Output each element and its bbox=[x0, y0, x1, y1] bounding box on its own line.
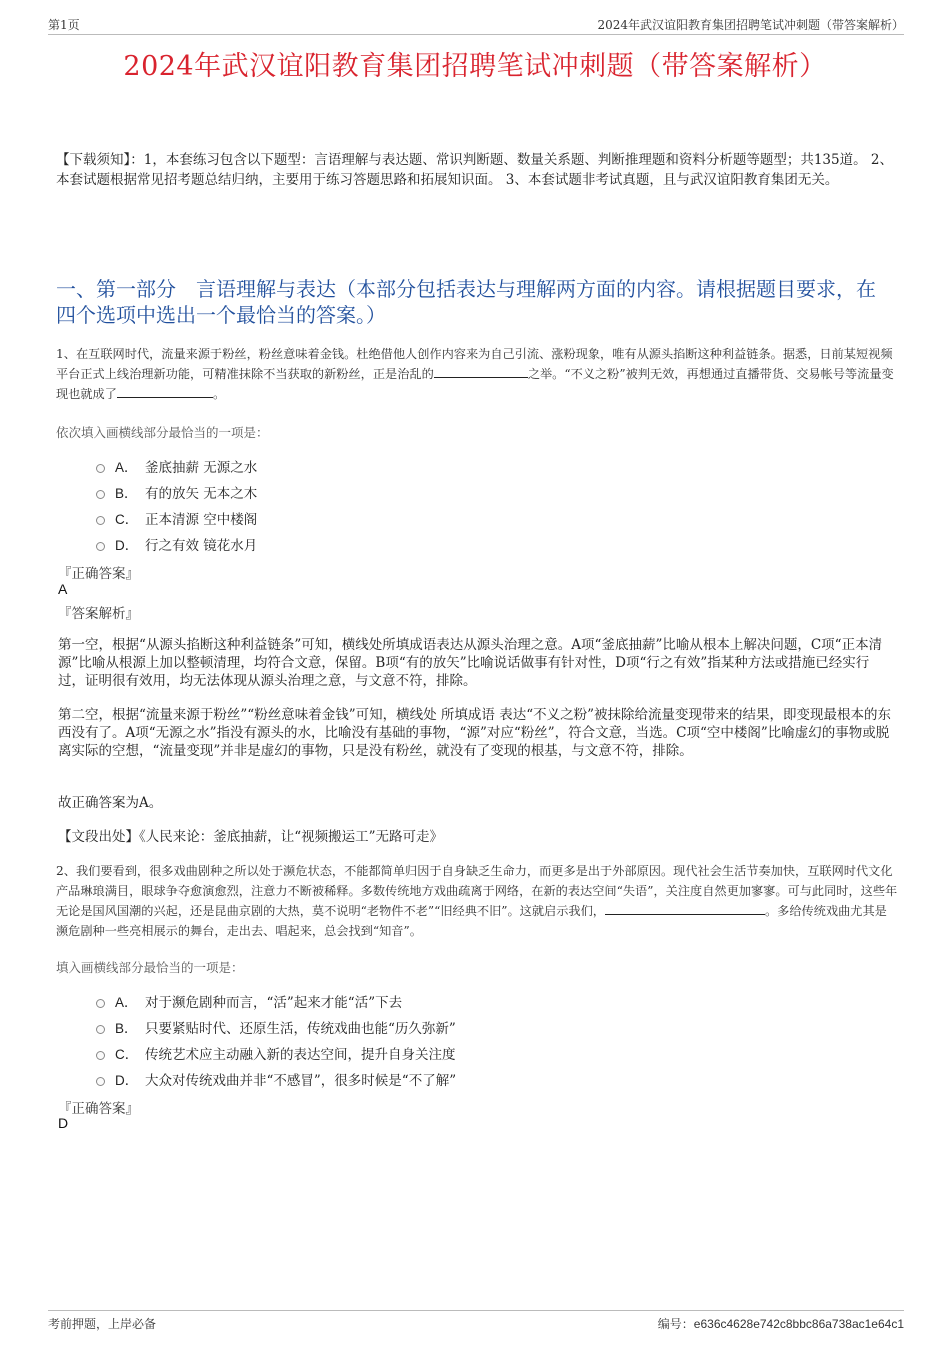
q2-option-b[interactable]: B． 只要紧贴时代、还原生活，传统戏曲也能“历久弥新” bbox=[96, 1017, 456, 1037]
q1-answer-label: 『正确答案』 bbox=[58, 566, 139, 582]
q1-option-a[interactable]: A． 釜底抽薪 无源之水 bbox=[96, 456, 257, 476]
question-1-prompt: 依次填入画横线部分最恰当的一项是： bbox=[56, 425, 269, 440]
q2-option-c[interactable]: C． 传统艺术应主动融入新的表达空间，提升自身关注度 bbox=[96, 1043, 456, 1063]
header-doc-title: 2024年武汉谊阳教育集团招聘笔试冲刺题（带答案解析） bbox=[597, 18, 904, 32]
footer-slogan: 考前押题，上岸必备 bbox=[48, 1317, 157, 1331]
q1-analysis-paragraph-2: 第二空，根据“流量来源于粉丝”“粉丝意味着金钱”可知，横线处 所填成语 表达“不义之粉”被抹除给流量变现带来的结果，即变现最根本的东西没有了。A项“无源之水”指没有源头的水，比喻没有基础的事物，“源”对应“粉丝”，符合文意，当选。C项“空中楼阁”比喻虚幻的事物或脱离实际的空想，“流量变现”并非是虚幻的事物，只是没有粉丝，就没有了变现的根基，与文意不符，排除。 bbox=[58, 707, 891, 759]
q1-analysis-label: 『答案解析』 bbox=[58, 606, 139, 622]
q2-option-a[interactable]: A． 对于濒危剧种而言，“活”起来才能“活”下去 bbox=[96, 991, 402, 1011]
q2-answer-label: 『正确答案』 bbox=[58, 1101, 139, 1117]
radio-icon[interactable] bbox=[96, 542, 105, 551]
page-footer bbox=[48, 1310, 904, 1331]
q1-source: 【文段出处】《人民来论：釜底抽薪，让“视频搬运工”无路可走》 bbox=[58, 829, 444, 845]
radio-icon[interactable] bbox=[96, 1051, 105, 1060]
page-number: 第1页 bbox=[48, 18, 80, 32]
download-notice: 【下载须知】：1，本套练习包含以下题型：言语理解与表达题、常识判断题、数量关系题、判断推理题和资料分析题等题型；共135道。 2、本套试题根据常见招考题总结归纳，主要用于练习答题思路和拓展知识面。 3、本套试题非考试真题，且与武汉谊阳教育集团无关。 bbox=[56, 152, 893, 188]
question-2-stem: 2、我们要看到，很多戏曲剧种之所以处于濒危状态，不能都简单归因于自身缺乏生命力，而更多是出于外部原因。现代社会生活节奏加快，互联网时代文化产品琳琅满目，眼球争夺愈演愈烈，注意力不断被稀释。多数传统地方戏曲疏离于网络，在新的表达空间“失语”，关注度自然更加寥寥。可与此同时，这些年无论是国风国潮的兴起，还是昆曲京剧的大热，莫不说明“老物件不老”“旧经典不旧”。这就启示我们， 。多给传统戏曲尤其是濒危剧种一些亮相展示的舞台，走出去、唱起来，总会找到“知音”。 bbox=[56, 864, 898, 938]
document-title: 2024年武汉谊阳教育集团招聘笔试冲刺题（带答案解析） bbox=[123, 51, 827, 82]
section-title: 一、第一部分 言语理解与表达（本部分包括表达与理解两方面的内容。请根据题目要求，在四个选项中选出一个最恰当的答案。） bbox=[56, 277, 876, 327]
q2-option-d[interactable]: D． 大众对传统戏曲并非“不感冒”，很多时候是“不了解” bbox=[96, 1069, 456, 1089]
q1-option-d[interactable]: D． 行之有效 镜花水月 bbox=[96, 534, 257, 554]
radio-icon[interactable] bbox=[96, 490, 105, 499]
radio-icon[interactable] bbox=[96, 1025, 105, 1034]
radio-icon[interactable] bbox=[96, 1077, 105, 1086]
q1-option-b[interactable]: B． 有的放矢 无本之木 bbox=[96, 482, 257, 502]
footer-code: 编号：e636c4628e742c8bbc86a738ac1e64c1 bbox=[657, 1317, 904, 1331]
page-header bbox=[48, 14, 904, 35]
q1-analysis-paragraph-1: 第一空，根据“从源头掐断这种利益链条”可知，横线处所填成语表达从源头治理之意。A项“釜底抽薪”比喻从根本上解决问题，C项“正本清源”比喻从根源上加以整顿清理，均符合文意，保留。B项“有的放矢”比喻说话做事有针对性，D项“行之有效”指某种方法或措施已经实行过，证明很有效用，均无法体现从源头治理之意，与文意不符，排除。 bbox=[58, 637, 883, 689]
q1-answer: A bbox=[58, 581, 68, 597]
q1-option-c[interactable]: C． 正本清源 空中楼阁 bbox=[96, 508, 257, 528]
q2-answer: D bbox=[58, 1115, 69, 1131]
radio-icon[interactable] bbox=[96, 464, 105, 473]
question-2-prompt: 填入画横线部分最恰当的一项是： bbox=[56, 960, 244, 975]
fill-blank-1 bbox=[434, 365, 528, 378]
radio-icon[interactable] bbox=[96, 516, 105, 525]
question-1-stem: 1、在互联网时代，流量来源于粉丝，粉丝意味着金钱。杜绝借他人创作内容来为自己引流、涨粉现象，唯有从源头掐断这种利益链条。据悉，日前某短视频平台正式上线治理新功能，可精准抹除不当获取的新粉丝，正是治乱的 之举。“不义之粉”被判无效，再想通过直播带货、交易帐号等流量变现也就成了 。 bbox=[56, 347, 894, 401]
radio-icon[interactable] bbox=[96, 999, 105, 1008]
fill-blank-2 bbox=[117, 385, 213, 398]
fill-blank-3 bbox=[605, 902, 765, 915]
q1-conclusion: 故正确答案为A。 bbox=[58, 795, 163, 811]
